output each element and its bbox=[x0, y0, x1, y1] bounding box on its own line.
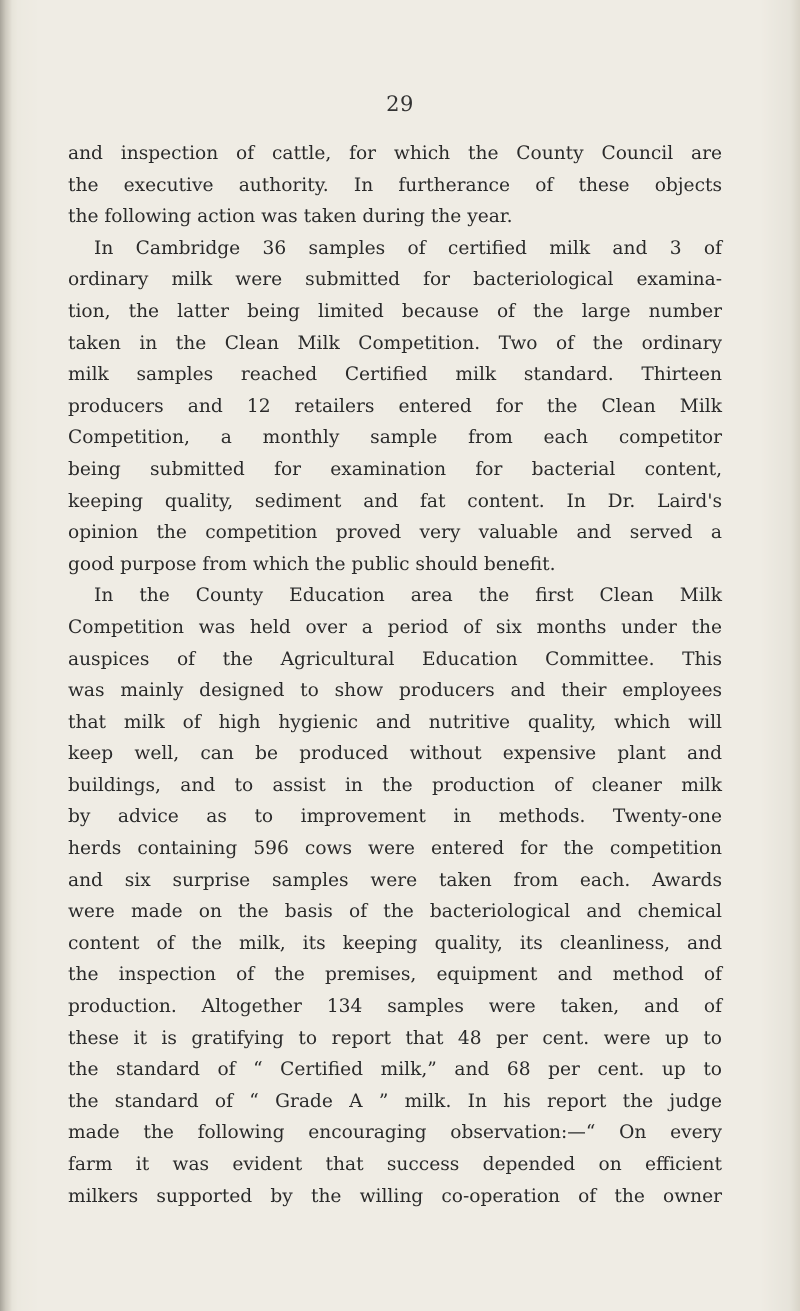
text-line: the standard of “ Grade A ” milk. In his report the judge bbox=[68, 1090, 722, 1112]
text-line: auspices of the Agricultural Education Committee. This bbox=[68, 648, 722, 670]
text-line: producers and 12 retailers entered for the Clean Milk bbox=[68, 395, 722, 417]
text-line: the inspection of the premises, equipment and method of bbox=[68, 964, 722, 986]
text-line: production. Altogether 134 samples were taken, and of bbox=[68, 996, 722, 1018]
text-line: buildings, and to assist in the production of cleaner milk bbox=[68, 774, 722, 796]
text-line: milkers supported by the willing co-operation of the owner bbox=[68, 1185, 722, 1207]
text-line: In the County Education area the first Clean Milk bbox=[94, 585, 722, 607]
text-line: herds containing 596 cows were entered for the competition bbox=[68, 838, 722, 860]
text-line: keeping quality, sediment and fat content. In Dr. Laird's bbox=[68, 490, 722, 512]
page-number: 29 bbox=[386, 92, 414, 116]
text-line: and inspection of cattle, for which the County Council are bbox=[68, 143, 722, 164]
text-line: milk samples reached Certified milk standard. Thirteen bbox=[68, 364, 722, 386]
text-line: were made on the basis of the bacteriological and chemical bbox=[68, 901, 722, 923]
page-gutter bbox=[0, 0, 12, 1311]
text-line: farm it was evident that success depended on efficient bbox=[68, 1154, 722, 1175]
text-line: ordinary milk were submitted for bacteriological examina- bbox=[68, 269, 722, 291]
text-line: the standard of “ Certified milk,” and 68 per cent. up to bbox=[68, 1059, 722, 1081]
text-line: content of the milk, its keeping quality, its cleanliness, and bbox=[68, 932, 722, 954]
text-line: good purpose from which the public should benefit. bbox=[68, 553, 556, 575]
text-line: was mainly designed to show producers and their employees bbox=[68, 680, 722, 702]
text-line: being submitted for examination for bacterial content, bbox=[68, 458, 722, 480]
text-line: Competition, a monthly sample from each competitor bbox=[68, 427, 722, 449]
text-line: these it is gratifying to report that 48 per cent. were up to bbox=[68, 1027, 722, 1049]
text-line: tion, the latter being limited because of the large number bbox=[68, 300, 722, 322]
text-line: In Cambridge 36 samples of certified milk and 3 of bbox=[94, 237, 722, 259]
text-line: opinion the competition proved very valuable and served a bbox=[68, 522, 722, 544]
text-line: by advice as to improvement in methods. Twenty-one bbox=[68, 806, 722, 828]
paragraph-2 bbox=[68, 233, 722, 581]
text-line: the following action was taken during the year. bbox=[68, 206, 513, 228]
paragraph-3 bbox=[68, 580, 722, 1212]
text-line: and six surprise samples were taken from each. Awards bbox=[68, 869, 722, 891]
body-text bbox=[68, 138, 722, 1212]
text-line: Competition was held over a period of six months under the bbox=[68, 616, 722, 638]
text-line: that milk of high hygienic and nutritive quality, which will bbox=[68, 711, 722, 733]
text-line: the executive authority. In furtherance of these objects bbox=[68, 174, 722, 196]
text-line: taken in the Clean Milk Competition. Two of the ordinary bbox=[68, 332, 722, 354]
text-line: made the following encouraging observation:—“ On every bbox=[68, 1122, 722, 1144]
paragraph-1 bbox=[68, 138, 722, 233]
text-line: keep well, can be produced without expensive plant and bbox=[68, 743, 722, 765]
